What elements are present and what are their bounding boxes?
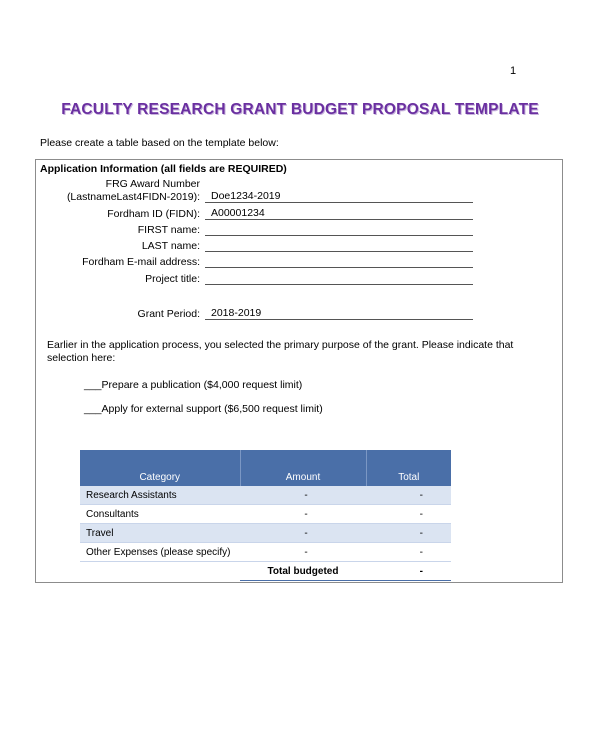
table-header-top: [80, 450, 451, 468]
row-category: Other Expenses (please specify): [80, 543, 240, 562]
frg-label-line1: FRG Award Number: [105, 178, 200, 190]
fidn-field[interactable]: A00001234: [205, 207, 473, 220]
total-value: -: [366, 562, 451, 581]
document-title: FACULTY RESEARCH GRANT BUDGET PROPOSAL TEMPLATE: [61, 101, 539, 118]
row-total: -: [366, 524, 451, 543]
header-spacer: [80, 450, 240, 468]
grant-period-label: Grant Period:: [137, 308, 200, 320]
row-category: Travel: [80, 524, 240, 543]
row-amount[interactable]: -: [240, 524, 366, 543]
row-total: -: [366, 543, 451, 562]
table-row: [80, 486, 451, 505]
table-header: [80, 468, 451, 486]
intro-text: Please create a table based on the template below:: [40, 137, 279, 149]
frg-label-line2: (LastnameLast4FIDN-2019):: [66, 191, 200, 203]
budget-table: [80, 450, 451, 581]
row-total: -: [366, 486, 451, 505]
option-external-support[interactable]: ___Apply for external support ($6,500 request limit): [84, 403, 323, 415]
project-title-field[interactable]: [205, 272, 473, 285]
purpose-instructions: Earlier in the application process, you selected the primary purpose of the grant. Please indicate that selection here:: [47, 339, 514, 364]
email-field[interactable]: [205, 255, 473, 268]
table-row: [80, 524, 451, 543]
total-spacer: [80, 562, 240, 581]
grant-period-field[interactable]: 2018-2019: [205, 307, 473, 320]
row-category: Consultants: [80, 505, 240, 524]
header-total: Total: [366, 468, 451, 486]
application-heading: Application Information (all fields are REQUIRED): [40, 163, 287, 175]
row-total: -: [366, 505, 451, 524]
row-amount[interactable]: -: [240, 505, 366, 524]
row-category: Research Assistants: [80, 486, 240, 505]
row-amount[interactable]: -: [240, 543, 366, 562]
last-name-field[interactable]: [205, 239, 473, 252]
last-name-label: LAST name:: [141, 240, 200, 252]
header-amount: Amount: [240, 468, 366, 486]
fidn-label: Fordham ID (FIDN):: [107, 208, 200, 220]
project-title-label: Project title:: [145, 273, 200, 285]
first-name-label: FIRST name:: [137, 224, 200, 236]
total-row: [80, 562, 451, 581]
page-number: 1: [510, 65, 517, 77]
frg-award-field[interactable]: Doe1234-2019: [205, 190, 473, 203]
header-spacer: [240, 450, 366, 468]
header-spacer: [366, 450, 451, 468]
first-name-field[interactable]: [205, 223, 473, 236]
total-label: Total budgeted: [240, 562, 366, 581]
row-amount[interactable]: -: [240, 486, 366, 505]
table-row: [80, 505, 451, 524]
email-label: Fordham E-mail address:: [82, 256, 200, 268]
table-row: [80, 543, 451, 562]
option-publication[interactable]: ___Prepare a publication ($4,000 request limit): [84, 379, 303, 391]
header-category: Category: [80, 468, 240, 486]
